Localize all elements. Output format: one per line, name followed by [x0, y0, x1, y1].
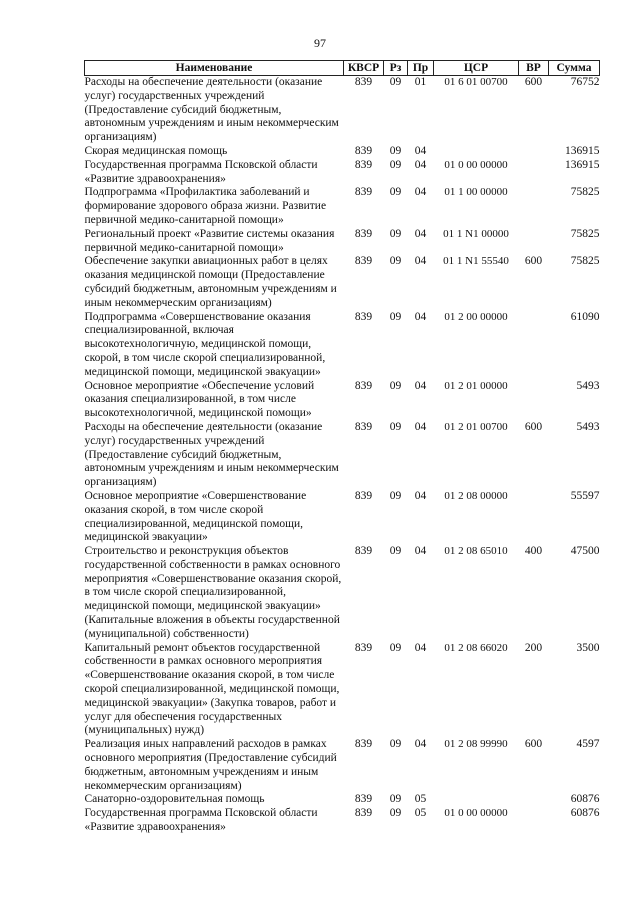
- row-pr: 04: [414, 227, 427, 240]
- row-csr: 01 1 00 00000: [444, 186, 508, 199]
- row-name: Расходы на обеспечение деятельности (оказание услуг) государственных учреждений (Предоставление субсидий бюджетным, автономным учреждениям и иным некоммерческим организациям): [84, 76, 339, 144]
- header-pr: Пр: [408, 61, 434, 76]
- row-rz: 09: [389, 227, 402, 240]
- row-vr: 200: [524, 641, 543, 654]
- row-vr: [519, 311, 549, 380]
- row-name: Основное мероприятие «Обеспечение условий оказания специализированной, в том числе высокотехнологичной, медицинской помощи»: [84, 379, 315, 420]
- row-kvsr: 839: [354, 793, 373, 806]
- table-body: [85, 76, 600, 835]
- row-sum: 55597: [570, 489, 600, 502]
- page-number: 97: [314, 36, 326, 50]
- row-kvsr: 839: [354, 379, 373, 392]
- row-sum: 3500: [576, 641, 600, 654]
- table-row: [85, 738, 600, 793]
- header-sum: Сумма: [549, 61, 600, 76]
- row-kvsr: 839: [354, 641, 373, 654]
- row-kvsr: 839: [354, 310, 373, 323]
- row-csr: 01 1 N1 55540: [443, 255, 509, 268]
- row-name: Капитальный ремонт объектов государственной собственности в рамках основного мероприятия «Совершенствование оказания скорой, в том числе скорой специализированной, медицинской помощи, медицинской эвакуации» (Закупка товаров, работ и услуг для обеспечения государственных (муниципальных) нужд): [84, 641, 340, 737]
- row-pr: 04: [414, 738, 427, 751]
- header-csr: ЦСР: [434, 61, 519, 76]
- row-name: Скорая медицинская помощь: [84, 144, 228, 157]
- row-csr: 01 2 08 00000: [444, 489, 508, 502]
- table-header: [85, 61, 600, 76]
- table-row: [85, 793, 600, 807]
- row-rz: 09: [389, 186, 402, 199]
- row-name: Подпрограмма «Профилактика заболеваний и формирование здорового образа жизни. Развитие первичной медико-санитарной помощи»: [84, 186, 327, 226]
- row-vr: [519, 145, 549, 159]
- row-kvsr: 839: [354, 738, 373, 751]
- row-sum: 136915: [565, 158, 600, 171]
- header-rz: Рз: [384, 61, 408, 76]
- row-kvsr: 839: [354, 545, 373, 558]
- row-name: Основное мероприятие «Совершенствование оказания скорой, в том числе скорой специализированной, медицинской помощи, медицинской эвакуации»: [84, 489, 307, 544]
- row-rz: 09: [389, 310, 402, 323]
- row-rz: 09: [389, 158, 402, 171]
- row-pr: 04: [414, 641, 427, 654]
- row-rz: 09: [389, 738, 402, 751]
- row-vr: 600: [524, 76, 543, 88]
- row-sum: 75825: [570, 227, 600, 240]
- row-vr: [519, 490, 549, 545]
- row-sum: 4597: [576, 738, 600, 751]
- row-csr: 01 2 08 65010: [444, 545, 508, 558]
- table-row: [85, 380, 600, 421]
- row-rz: 09: [389, 76, 402, 88]
- header-name: Наименование: [85, 61, 344, 76]
- row-vr: 600: [524, 738, 543, 751]
- row-name: Региональный проект «Развитие системы оказания первичной медико-санитарной помощи»: [84, 227, 335, 254]
- row-name: Государственная программа Псковской области «Развитие здравоохранения»: [84, 158, 318, 185]
- row-vr: [519, 159, 549, 187]
- row-csr: 01 1 N1 00000: [443, 227, 509, 240]
- row-vr: [519, 186, 549, 227]
- row-name: Санаторно-оздоровительная помощь: [84, 793, 265, 806]
- row-sum: 76752: [570, 76, 600, 88]
- row-vr: 600: [524, 255, 543, 268]
- table-row: [85, 159, 600, 187]
- row-sum: 75825: [570, 186, 600, 199]
- row-vr: 600: [524, 420, 543, 433]
- row-vr: [519, 793, 549, 807]
- table-row: [85, 807, 600, 835]
- row-kvsr: 839: [354, 255, 373, 268]
- row-vr: [519, 228, 549, 256]
- table-row: [85, 186, 600, 227]
- row-name: Обеспечение закупки авиационных работ в целях оказания медицинской помощи (Предоставление субсидий бюджетным, автономным учреждениям и иным некоммерческим организациям): [84, 255, 337, 309]
- row-name: Реализация иных направлений расходов в рамках основного мероприятия (Предоставление субсидий бюджетным, автономным учреждениям и иным некоммерческим организациям): [84, 738, 337, 792]
- row-kvsr: 839: [354, 144, 373, 157]
- row-sum: 5493: [576, 420, 600, 433]
- row-kvsr: 839: [354, 227, 373, 240]
- row-name: Государственная программа Псковской области «Развитие здравоохранения»: [84, 807, 318, 834]
- row-rz: 09: [389, 545, 402, 558]
- table-row: [85, 545, 600, 642]
- row-pr: 04: [414, 420, 427, 433]
- header-vr: ВР: [519, 61, 549, 76]
- row-pr: 05: [414, 807, 427, 820]
- header-kvsr: КВСР: [344, 61, 384, 76]
- row-csr: 01 2 01 00700: [444, 420, 508, 433]
- row-rz: 09: [389, 641, 402, 654]
- row-rz: 09: [389, 255, 402, 268]
- row-sum: 136915: [565, 144, 600, 157]
- row-kvsr: 839: [354, 158, 373, 171]
- row-pr: 04: [414, 255, 427, 268]
- row-pr: 04: [414, 158, 427, 171]
- table-row: [85, 255, 600, 310]
- row-name: Подпрограмма «Совершенствование оказания специализированной, включая высокотехнологичную, медицинской помощи, скорой, в том числе скорой специализированной, медицинской помощи, медицинской эвакуации»: [84, 310, 326, 378]
- row-vr: [519, 807, 549, 835]
- row-csr: [434, 793, 519, 807]
- row-vr: [519, 380, 549, 421]
- row-pr: 04: [414, 144, 427, 157]
- row-pr: 04: [414, 545, 427, 558]
- row-name: Строительство и реконструкция объектов государственной собственности в рамках основного мероприятия «Совершенствование оказания скорой, в том числе скорой специализированной, медицинской помощи, медицинской эвакуации» (Капитальные вложения в объекты государственной (муниципальной) собственности): [84, 545, 342, 640]
- row-csr: 01 2 08 66020: [444, 641, 508, 654]
- row-rz: 09: [389, 489, 402, 502]
- row-kvsr: 839: [354, 420, 373, 433]
- row-rz: 09: [389, 793, 402, 806]
- row-sum: 60876: [570, 807, 600, 820]
- row-sum: 61090: [570, 310, 600, 323]
- row-rz: 09: [389, 379, 402, 392]
- row-csr: 01 0 00 00000: [444, 158, 508, 171]
- budget-table: [84, 60, 600, 835]
- row-sum: 47500: [570, 545, 600, 558]
- row-kvsr: 839: [354, 186, 373, 199]
- row-pr: 05: [414, 793, 427, 806]
- row-rz: 09: [389, 807, 402, 820]
- table-row: [85, 421, 600, 490]
- row-rz: 09: [389, 144, 402, 157]
- row-csr: 01 6 01 00700: [444, 76, 508, 88]
- row-sum: 5493: [576, 379, 600, 392]
- row-sum: 75825: [570, 255, 600, 268]
- row-pr: 01: [414, 76, 427, 88]
- header-row: [85, 61, 600, 76]
- row-sum: 60876: [570, 793, 600, 806]
- row-pr: 04: [414, 379, 427, 392]
- row-vr: 400: [524, 545, 543, 558]
- table-row: [85, 145, 600, 159]
- table-row: [85, 642, 600, 739]
- row-kvsr: 839: [354, 807, 373, 820]
- row-kvsr: 839: [354, 489, 373, 502]
- table-row: [85, 228, 600, 256]
- row-name: Расходы на обеспечение деятельности (оказание услуг) государственных учреждений (Предоставление субсидий бюджетным, автономным учреждениям и иным некоммерческим организациям): [84, 420, 339, 489]
- row-pr: 04: [414, 489, 427, 502]
- row-csr: [434, 145, 519, 159]
- row-csr: 01 2 01 00000: [444, 379, 508, 392]
- row-csr: 01 0 00 00000: [444, 807, 508, 820]
- table-row: [85, 490, 600, 545]
- row-kvsr: 839: [354, 76, 373, 88]
- row-pr: 04: [414, 310, 427, 323]
- row-pr: 04: [414, 186, 427, 199]
- row-rz: 09: [389, 420, 402, 433]
- row-csr: 01 2 00 00000: [444, 310, 508, 323]
- row-csr: 01 2 08 99990: [444, 738, 508, 751]
- table-row: [85, 311, 600, 380]
- table-row: [85, 76, 600, 145]
